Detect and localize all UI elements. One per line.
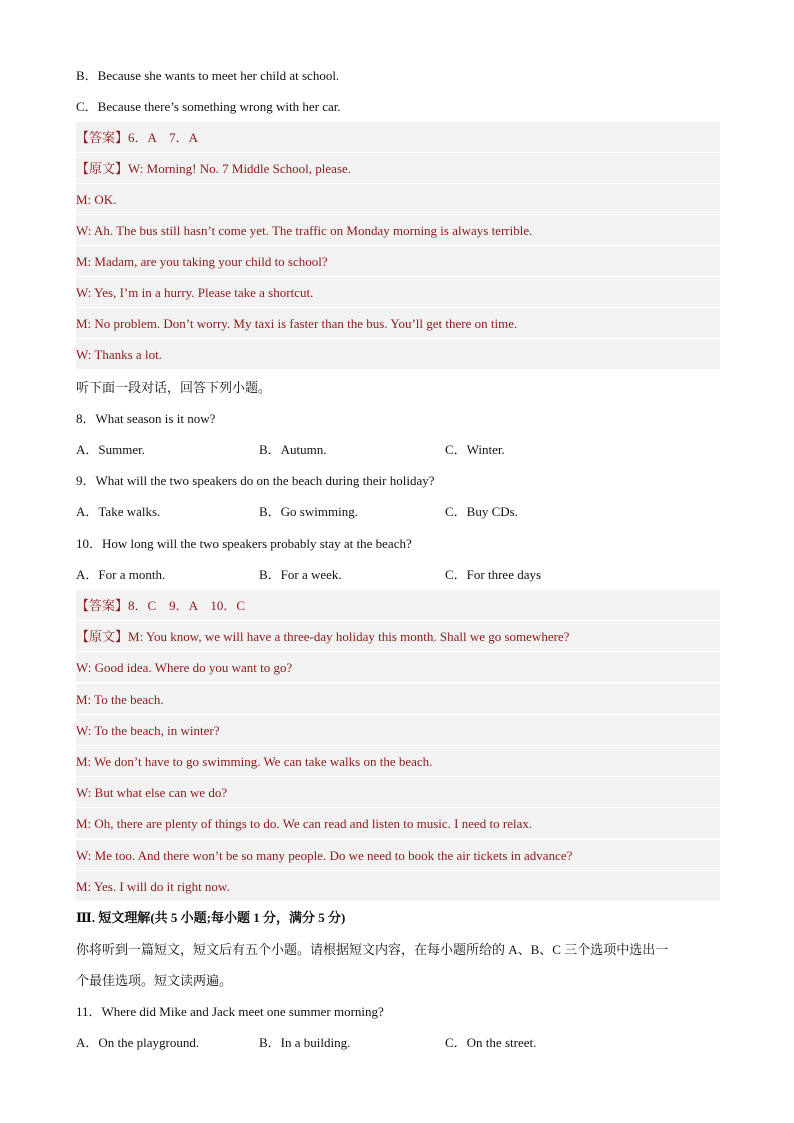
answer-line [76,122,720,153]
answer-text: 8．C 9．A 10．C [128,598,246,613]
question-8: 8．What season is it now? [76,411,216,426]
dialog-line: W: Yes, I’m in a hurry. Please take a shortcut. [76,277,720,308]
options-row [76,434,720,465]
option-a: A．Summer. [76,442,145,457]
option-b: B．In a building. [259,1035,351,1050]
option-c: C．For three days [445,567,542,582]
options-row [76,496,720,527]
option-line [76,60,720,91]
instruction-line: 你将听到一篇短文，短文后有五个小题。请根据短文内容，在每小题所给的 A、B、C 三个选项中选出一 [76,942,669,957]
instruction-line: 个最佳选项。短文读两遍。 [76,973,233,988]
dialog-line: W: Thanks a lot. [76,339,720,370]
transcript-tag: 【原文】 [76,629,129,644]
transcript-line [76,153,720,184]
option-c: C．Winter. [445,442,505,457]
dialog-line: W: Ah. The bus still hasn’t come yet. The traffic on Monday morning is always terrible. [76,215,720,246]
dialog-line: M: We don’t have to go swimming. We can take walks on the beach. [76,746,720,777]
option-b: B．Go swimming. [259,504,358,519]
instruction-line: 听下面一段对话，回答下列小题。 [76,380,272,395]
section-heading: Ⅲ. 短文理解(共 5 小题;每小题 1 分，满分 5 分) [76,910,346,925]
option-a: A．On the playground. [76,1035,200,1050]
transcript-text: M: You know, we will have a three-day holiday this month. Shall we go somewhere? [128,629,570,644]
option-b: B．For a week. [259,567,342,582]
option-c: C．On the street. [445,1035,537,1050]
dialog-line: M: No problem. Don’t worry. My taxi is faster than the bus. You’ll get there on time. [76,308,720,339]
dialog-line: W: To the beach, in winter? [76,715,720,746]
dialog-line: W: Me too. And there won’t be so many people. Do we need to book the air tickets in advance? [76,840,720,871]
dialog-line: M: Oh, there are plenty of things to do. We can read and listen to music. I need to relax. [76,808,720,839]
answer-tag: 【答案】 [76,130,129,145]
dialog-line: W: But what else can we do? [76,777,720,808]
answer-line [76,590,720,621]
dialog-line: M: Yes. I will do it right now. [76,871,720,902]
transcript-text: W: Morning! No. 7 Middle School, please. [128,161,352,176]
question-10: 10．How long will the two speakers probably stay at the beach? [76,536,412,551]
option-a: A．For a month. [76,567,166,582]
options-row [76,1027,720,1058]
option-text: C．Because there’s something wrong with her car. [76,99,341,114]
transcript-line [76,621,720,652]
question-11: 11．Where did Mike and Jack meet one summer morning? [76,1004,384,1019]
options-row [76,559,720,590]
answer-tag: 【答案】 [76,598,129,613]
option-line [76,91,720,122]
dialog-line: W: Good idea. Where do you want to go? [76,652,720,683]
answer-text: 6．A 7．A [128,130,199,145]
dialog-line: M: Madam, are you taking your child to school? [76,246,720,277]
question-9: 9．What will the two speakers do on the beach during their holiday? [76,473,435,488]
dialog-line: M: To the beach. [76,684,720,715]
option-a: A．Take walks. [76,504,161,519]
dialog-line: M: OK. [76,184,720,215]
transcript-tag: 【原文】 [76,161,129,176]
option-text: B．Because she wants to meet her child at school. [76,68,340,83]
option-b: B．Autumn. [259,442,327,457]
option-c: C．Buy CDs. [445,504,518,519]
